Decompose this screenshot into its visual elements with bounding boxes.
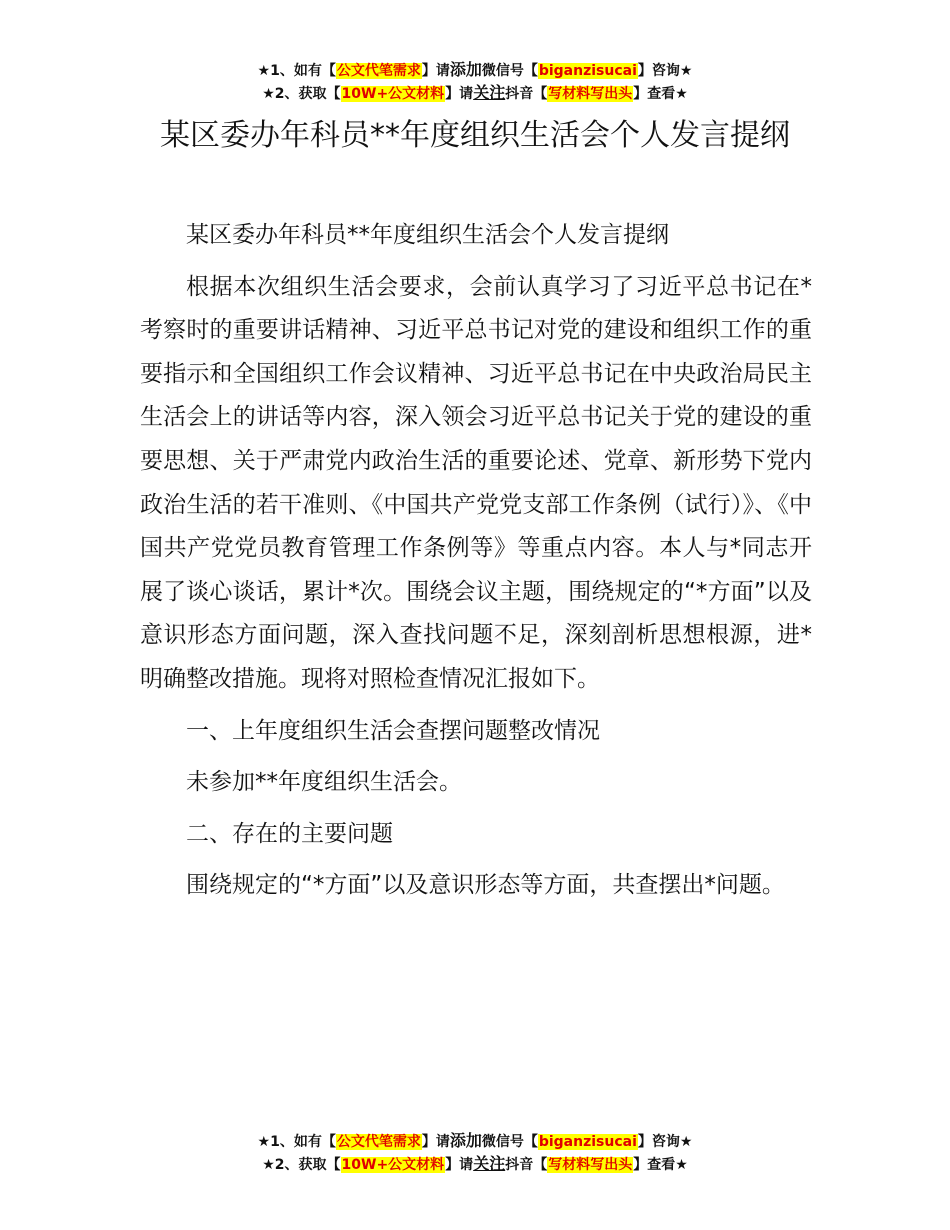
- promo-text: ★2、获取【: [262, 1157, 341, 1173]
- promo-highlight: 写材料写出头: [548, 1157, 633, 1173]
- paragraph-intro: 根据本次组织生活会要求，会前认真学习了习近平总书记在*考察时的重要讲话精神、习近平总书记对党的建设和组织工作的重要指示和全国组织工作会议精神、习近平总书记在中央政治局民主生活会上的讲话等内容，深入领会习近平总书记关于党的建设的重要思想、关于严肃党内政治生活的重要论述、党章、新形势下党内政治生活的若干准则、《中国共产党党支部工作条例（试行）》、《中国共产党党员教育管理工作条例等》等重点内容。本人与*同志开展了谈心谈话，累计*次。围绕会议主题，围绕规定的“*方面”以及意识形态方面问题，深入查找问题不足，深刻剖析思想根源，进*明确整改措施。现将对照检查情况汇报如下。: [140, 273, 812, 692]
- promo-text: 抖音【: [505, 1157, 548, 1173]
- promo-line-2: [0, 82, 950, 105]
- section-heading-2: 二、存在的主要问题: [186, 820, 393, 847]
- promo-highlight: 写材料写出头: [548, 86, 633, 102]
- promo-emphasis: 添加: [449, 1131, 482, 1150]
- promo-text: ★2、获取【: [262, 86, 341, 102]
- promo-highlight: 10W+公文材料: [341, 1157, 445, 1173]
- promo-highlight: 10W+公文材料: [341, 86, 445, 102]
- promo-text: 】请: [445, 1157, 474, 1173]
- paragraph-section-2: 围绕规定的“*方面”以及意识形态等方面，共查摆出*问题。: [186, 872, 785, 899]
- paragraph-section-1: 未参加**年度组织生活会。: [186, 769, 462, 796]
- promo-text: 】请: [421, 1134, 450, 1150]
- section-heading-1: 一、上年度组织生活会查摆问题整改情况: [186, 717, 600, 744]
- promo-text: 】咨询★: [637, 63, 693, 79]
- promo-text: ★1、如有【: [257, 1134, 336, 1150]
- promo-text: 】查看★: [633, 86, 688, 102]
- promo-highlight: 公文代笔需求: [336, 1134, 421, 1150]
- promo-banner-bottom: [0, 1130, 950, 1176]
- promo-text: 】咨询★: [637, 1134, 693, 1150]
- promo-line-2: [0, 1153, 950, 1176]
- promo-text: 】查看★: [633, 1157, 688, 1173]
- promo-text: 微信号【: [481, 63, 538, 79]
- promo-text: 】请: [421, 63, 450, 79]
- paragraph-subtitle: 某区委办年科员**年度组织生活会个人发言提纲: [186, 222, 669, 248]
- promo-text: 抖音【: [505, 86, 548, 102]
- promo-line-1: [0, 1130, 950, 1153]
- document-body: [140, 214, 812, 916]
- promo-banner-top: [0, 59, 950, 105]
- promo-text: 微信号【: [481, 1134, 538, 1150]
- promo-emphasis: 关注: [473, 1154, 506, 1173]
- promo-text: ★1、如有【: [257, 63, 336, 79]
- document-title: 某区委办年科员**年度组织生活会个人发言提纲: [160, 118, 790, 153]
- promo-emphasis: 关注: [473, 83, 506, 102]
- promo-text: 】请: [445, 86, 474, 102]
- promo-highlight: biganzisucai: [538, 63, 637, 79]
- promo-highlight: 公文代笔需求: [336, 63, 421, 79]
- promo-emphasis: 添加: [449, 60, 482, 79]
- promo-highlight: biganzisucai: [538, 1134, 637, 1150]
- promo-line-1: [0, 59, 950, 82]
